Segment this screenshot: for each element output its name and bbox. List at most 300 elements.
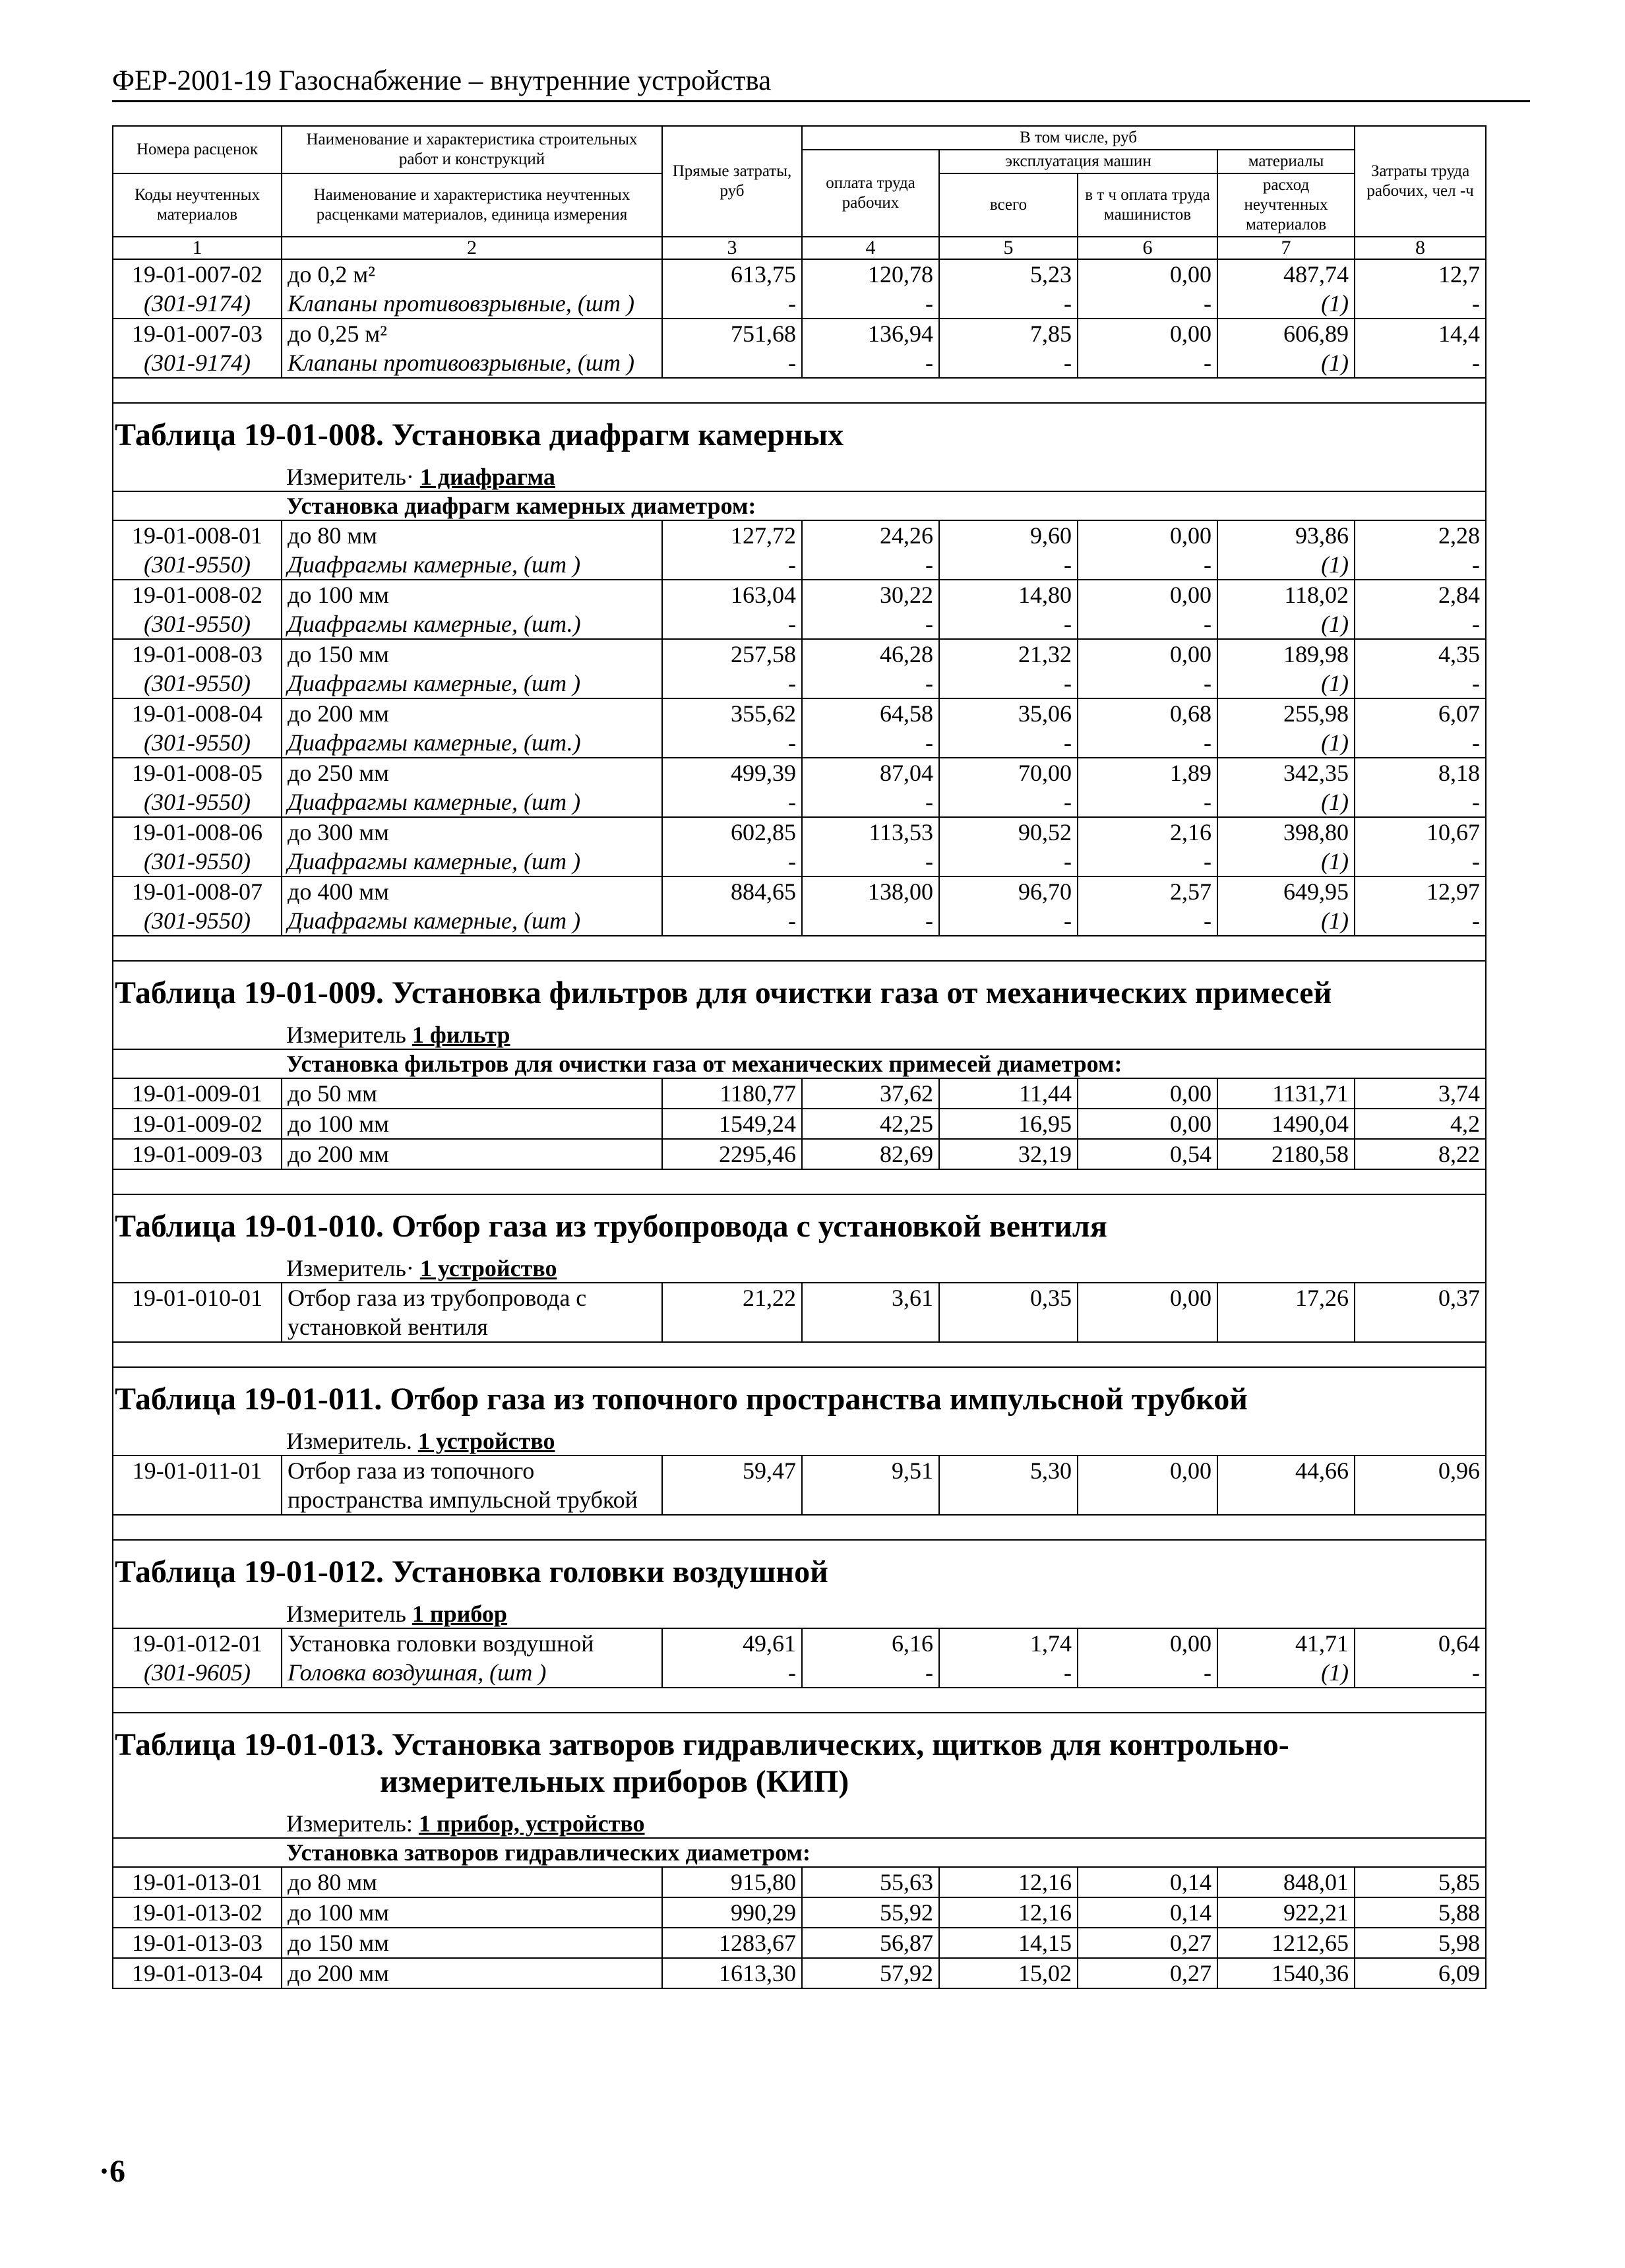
rate-value: 57,92 [802,1958,939,1988]
spacer-row [113,1688,1486,1713]
rate-value: 37,62 [802,1078,939,1109]
rate-value: 46,28 [802,639,939,669]
material-value: - [662,609,802,639]
table-title: Таблица 19-01-009. Установка фильтров для очистки газа от механических примесей [113,961,1486,1021]
rate-value: 1212,65 [1217,1928,1355,1958]
material-value: (1) [1217,609,1355,639]
rate-value: 12,16 [939,1867,1078,1897]
material-value: - [939,669,1078,698]
rate-value: 120,78 [802,259,939,289]
rate-value: 42,25 [802,1109,939,1139]
rate-value: 64,58 [802,698,939,728]
rate-row [113,1456,1486,1515]
rate-name: до 100 мм [282,580,662,609]
material-value: - [1078,847,1217,876]
col-header-machines-total: всего [939,173,1078,237]
rate-value: 82,69 [802,1139,939,1169]
material-code: (301-9550) [113,728,282,758]
rate-value: 0,00 [1078,1283,1217,1342]
material-name: Диафрагмы камерные, (шт.) [282,609,662,639]
rate-name: Отбор газа из трубопровода с установкой вентиля [282,1283,662,1342]
meter-line [113,1810,1486,1838]
rate-value: 0,68 [1078,698,1217,728]
col-header-labor: Затраты труда рабочих, чел -ч [1355,126,1486,237]
rate-value: 4,35 [1355,639,1486,669]
material-row [113,906,1486,936]
rate-value: 10,67 [1355,817,1486,847]
rate-value: 15,02 [939,1958,1078,1988]
meter-line [113,463,1486,491]
rate-value: 11,44 [939,1078,1078,1109]
material-value: (1) [1217,847,1355,876]
rate-value: 922,21 [1217,1897,1355,1928]
rate-value: 1131,71 [1217,1078,1355,1109]
material-code: (301-9174) [113,348,282,378]
material-value: - [802,1658,939,1688]
table-title-row [113,403,1486,463]
rate-value: 1613,30 [662,1958,802,1988]
material-value: - [1078,906,1217,936]
subheading: Установка затворов гидравлических диаметром: [113,1838,1486,1867]
rate-value: 93,86 [1217,520,1355,550]
rate-value: 41,71 [1217,1628,1355,1658]
material-name: Клапаны противовзрывные, (шт ) [282,348,662,378]
rate-name: Отбор газа из топочного пространства импульсной трубкой [282,1456,662,1515]
rate-value: 138,00 [802,876,939,906]
material-name: Диафрагмы камерные, (шт ) [282,787,662,817]
meter-row [113,1427,1486,1456]
rate-row [113,1109,1486,1139]
column-number: 6 [1078,237,1217,259]
subheading-row [113,1838,1486,1867]
rate-value: 87,04 [802,758,939,787]
rate-value: 9,51 [802,1456,939,1515]
rate-value: 127,72 [662,520,802,550]
rate-value: 14,80 [939,580,1078,609]
material-name: Диафрагмы камерные, (шт ) [282,550,662,580]
rate-value: 21,22 [662,1283,802,1342]
material-value: - [662,348,802,378]
col-header-name: Наименование и характеристика строительных работ и конструкций [282,126,662,173]
meter-label: Измеритель: [286,1810,413,1837]
rate-value: 118,02 [1217,580,1355,609]
rate-name: до 150 мм [282,1928,662,1958]
rate-value: 649,95 [1217,876,1355,906]
rate-row [113,876,1486,906]
rate-value: 1540,36 [1217,1958,1355,1988]
rate-value: 189,98 [1217,639,1355,669]
rate-value: 5,88 [1355,1897,1486,1928]
rate-value: 0,00 [1078,259,1217,289]
col-header-material-codes: Коды неучтенных материалов [113,173,282,237]
rate-value: 1283,67 [662,1928,802,1958]
material-value: - [1355,348,1486,378]
column-number: 1 [113,237,282,259]
column-number: 4 [802,237,939,259]
rate-code: 19-01-008-06 [113,817,282,847]
rate-value: 12,16 [939,1897,1078,1928]
material-value: - [1078,787,1217,817]
column-number: 7 [1217,237,1355,259]
material-value: - [662,550,802,580]
material-row [113,847,1486,876]
rate-name: до 250 мм [282,758,662,787]
material-value: - [662,1658,802,1688]
meter-row [113,1254,1486,1283]
material-value: - [1078,348,1217,378]
material-row [113,550,1486,580]
rate-value: 0,00 [1078,1456,1217,1515]
table-title-line: Таблица 19-01-013. Установка затворов гидравлических, щитков для контрольно- [115,1727,1289,1762]
material-value: - [939,906,1078,936]
subheading: Установка фильтров для очистки газа от механических примесей диаметром: [113,1049,1486,1078]
material-value: - [1355,1658,1486,1688]
material-code: (301-9605) [113,1658,282,1688]
table-title-row [113,1367,1486,1427]
material-value: - [662,728,802,758]
table-title-row [113,1713,1486,1810]
rate-name: до 300 мм [282,817,662,847]
material-code: (301-9550) [113,609,282,639]
meter-line [113,1600,1486,1628]
meter-line [113,1427,1486,1456]
material-code: (301-9550) [113,847,282,876]
material-value: - [802,847,939,876]
meter-value: 1 устройство [419,1255,557,1281]
meter-label: Измеритель [286,1022,406,1048]
rate-value: 2180,58 [1217,1139,1355,1169]
rate-value: 4,2 [1355,1109,1486,1139]
rate-value: 59,47 [662,1456,802,1515]
rate-value: 0,00 [1078,1078,1217,1109]
rate-code: 19-01-008-04 [113,698,282,728]
rate-code: 19-01-008-03 [113,639,282,669]
material-code: (301-9174) [113,289,282,319]
rate-value: 56,87 [802,1928,939,1958]
table-title-row [113,1194,1486,1254]
material-code: (301-9550) [113,550,282,580]
meter-row [113,1021,1486,1049]
rate-value: 35,06 [939,698,1078,728]
material-value: (1) [1217,289,1355,319]
rate-name: до 200 мм [282,1958,662,1988]
rate-row [113,580,1486,609]
rate-value: 9,60 [939,520,1078,550]
rate-value: 90,52 [939,817,1078,847]
rate-value: 0,96 [1355,1456,1486,1515]
rate-value: 606,89 [1217,319,1355,348]
rate-code: 19-01-008-07 [113,876,282,906]
meter-row [113,1600,1486,1628]
rate-value: 848,01 [1217,1867,1355,1897]
spacer [113,378,1486,403]
rate-value: 24,26 [802,520,939,550]
material-value: - [939,728,1078,758]
rate-value: 884,65 [662,876,802,906]
rate-value: 96,70 [939,876,1078,906]
material-value: - [802,609,939,639]
col-header-machines: эксплуатация машин [939,150,1217,173]
rate-value: 8,22 [1355,1139,1486,1169]
meter-line [113,1254,1486,1283]
material-value: - [662,669,802,698]
rate-value: 1549,24 [662,1109,802,1139]
rate-name: до 150 мм [282,639,662,669]
col-header-codes: Номера расценок [113,126,282,173]
spacer-row [113,378,1486,403]
rate-value: 257,58 [662,639,802,669]
rate-value: 355,62 [662,698,802,728]
material-value: (1) [1217,906,1355,936]
meter-label: Измеритель· [286,464,414,490]
rate-code: 19-01-013-02 [113,1897,282,1928]
rate-value: 0,37 [1355,1283,1486,1342]
rate-value: 2,16 [1078,817,1217,847]
material-name: Клапаны противовзрывные, (шт ) [282,289,662,319]
material-value: (1) [1217,348,1355,378]
rate-value: 21,32 [939,639,1078,669]
rate-code: 19-01-011-01 [113,1456,282,1515]
col-header-material-names: Наименование и характеристика неучтенных расценками материалов, единица измерения [282,173,662,237]
rate-value: 0,14 [1078,1897,1217,1928]
rate-value: 14,4 [1355,319,1486,348]
rate-value: 2,57 [1078,876,1217,906]
rate-value: 0,00 [1078,1109,1217,1139]
rate-value: 499,39 [662,758,802,787]
table-title-row [113,961,1486,1021]
material-value: - [1078,289,1217,319]
table-title-line: измерительных приборов (КИП) [380,1764,849,1799]
rate-row [113,1897,1486,1928]
table-title-row [113,1540,1486,1600]
rate-code: 19-01-007-03 [113,319,282,348]
rate-code: 19-01-013-01 [113,1867,282,1897]
spacer [113,1515,1486,1540]
rate-row [113,698,1486,728]
meter-value: 1 прибор, устройство [418,1810,645,1837]
col-header-direct-costs: Прямые затраты, руб [662,126,802,237]
rate-row [113,1867,1486,1897]
material-value: - [1078,550,1217,580]
rate-value: 0,64 [1355,1628,1486,1658]
column-number: 2 [282,237,662,259]
rate-code: 19-01-010-01 [113,1283,282,1342]
material-value: - [1355,669,1486,698]
rate-value: 70,00 [939,758,1078,787]
material-value: - [939,609,1078,639]
rate-code: 19-01-008-02 [113,580,282,609]
material-row [113,669,1486,698]
rate-value: 1,74 [939,1628,1078,1658]
material-value: - [1355,906,1486,936]
rate-value: 0,00 [1078,520,1217,550]
rate-value: 5,85 [1355,1867,1486,1897]
material-value: - [939,787,1078,817]
meter-label: Измеритель. [286,1428,412,1454]
rate-row [113,1628,1486,1658]
spacer [113,1169,1486,1194]
rate-value: 6,16 [802,1628,939,1658]
rate-row [113,520,1486,550]
rate-value: 0,35 [939,1283,1078,1342]
rate-value: 0,00 [1078,639,1217,669]
rate-row [113,1928,1486,1958]
rate-value: 0,00 [1078,580,1217,609]
meter-value: 1 устройство [417,1428,555,1454]
rate-name: до 0,25 м² [282,319,662,348]
material-name: Диафрагмы камерные, (шт ) [282,906,662,936]
rate-value: 12,7 [1355,259,1486,289]
material-value: - [802,669,939,698]
material-value: - [662,847,802,876]
rate-value: 1180,77 [662,1078,802,1109]
rate-row [113,1283,1486,1342]
rate-row [113,259,1486,289]
page-header: ФЕР-2001-19 Газоснабжение – внутренние устройства [112,63,1530,102]
material-value: - [802,787,939,817]
meter-label: Измеритель [286,1601,406,1627]
material-value: (1) [1217,728,1355,758]
subheading-row [113,491,1486,520]
rate-value: 55,63 [802,1867,939,1897]
rate-value: 163,04 [662,580,802,609]
rate-row [113,1958,1486,1988]
rate-value: 49,61 [662,1628,802,1658]
rate-code: 19-01-013-04 [113,1958,282,1988]
rate-value: 915,80 [662,1867,802,1897]
material-value: - [802,348,939,378]
material-code: (301-9550) [113,787,282,817]
rate-name: до 400 мм [282,876,662,906]
material-row [113,609,1486,639]
table-title: Таблица 19-01-008. Установка диафрагм камерных [113,403,1486,463]
rate-value: 3,61 [802,1283,939,1342]
rate-value: 5,98 [1355,1928,1486,1958]
meter-label: Измеритель· [286,1255,414,1281]
material-name: Диафрагмы камерные, (шт.) [282,728,662,758]
rate-value: 55,92 [802,1897,939,1928]
material-value: - [1078,728,1217,758]
rate-value: 6,07 [1355,698,1486,728]
meter-line [113,1021,1486,1049]
rate-value: 255,98 [1217,698,1355,728]
rate-name: до 100 мм [282,1109,662,1139]
rate-value: 398,80 [1217,817,1355,847]
rate-value: 602,85 [662,817,802,847]
rate-value: 990,29 [662,1897,802,1928]
rate-value: 0,27 [1078,1928,1217,1958]
material-value: - [662,906,802,936]
material-value: - [802,289,939,319]
spacer [113,1688,1486,1713]
spacer-row [113,1342,1486,1367]
col-header-material-use: расход неучтенных материалов [1217,173,1355,237]
material-value: - [802,550,939,580]
rate-row [113,1139,1486,1169]
col-header-wages: оплата труда рабочих [802,150,939,237]
material-value: (1) [1217,1658,1355,1688]
rate-value: 8,18 [1355,758,1486,787]
column-number: 5 [939,237,1078,259]
rate-value: 14,15 [939,1928,1078,1958]
material-value: - [802,728,939,758]
col-header-materials: материалы [1217,150,1355,173]
material-value: - [939,550,1078,580]
rate-name: Установка головки воздушной [282,1628,662,1658]
meter-row [113,463,1486,491]
rate-code: 19-01-009-03 [113,1139,282,1169]
rate-row [113,319,1486,348]
rate-value: 0,00 [1078,319,1217,348]
material-value: - [939,847,1078,876]
rate-value: 113,53 [802,817,939,847]
rate-value: 12,97 [1355,876,1486,906]
rate-value: 0,00 [1078,1628,1217,1658]
rate-value: 487,74 [1217,259,1355,289]
rate-name: до 200 мм [282,1139,662,1169]
material-row [113,289,1486,319]
meter-value: 1 диафрагма [419,464,555,490]
rate-row [113,639,1486,669]
rate-value: 3,74 [1355,1078,1486,1109]
rate-value: 6,09 [1355,1958,1486,1988]
material-value: - [662,289,802,319]
rate-name: до 80 мм [282,520,662,550]
material-value: - [802,906,939,936]
rate-name: до 100 мм [282,1897,662,1928]
rate-value: 136,94 [802,319,939,348]
table-title [113,1713,1486,1810]
material-value: - [1078,609,1217,639]
material-value: (1) [1217,787,1355,817]
spacer-row [113,936,1486,961]
rate-code: 19-01-013-03 [113,1928,282,1958]
material-value: - [1355,787,1486,817]
rate-name: до 80 мм [282,1867,662,1897]
rate-value: 30,22 [802,580,939,609]
rate-value: 7,85 [939,319,1078,348]
rate-name: до 50 мм [282,1078,662,1109]
table-title: Таблица 19-01-012. Установка головки воздушной [113,1540,1486,1600]
rate-value: 5,30 [939,1456,1078,1515]
rate-code: 19-01-012-01 [113,1628,282,1658]
rate-value: 2,84 [1355,580,1486,609]
column-number: 8 [1355,237,1486,259]
spacer-row [113,1169,1486,1194]
rate-value: 2,28 [1355,520,1486,550]
column-number: 3 [662,237,802,259]
material-value: (1) [1217,669,1355,698]
material-code: (301-9550) [113,669,282,698]
material-code: (301-9550) [113,906,282,936]
meter-value: 1 фильтр [412,1022,510,1048]
rate-value: 5,23 [939,259,1078,289]
rate-value: 0,54 [1078,1139,1217,1169]
material-value: - [1078,669,1217,698]
table-title: Таблица 19-01-011. Отбор газа из топочного пространства импульсной трубкой [113,1367,1486,1427]
meter-value: 1 прибор [412,1601,507,1627]
rate-value: 2295,46 [662,1139,802,1169]
material-value: - [1355,289,1486,319]
rate-code: 19-01-009-02 [113,1109,282,1139]
material-name: Головка воздушная, (шт ) [282,1658,662,1688]
material-value: - [662,787,802,817]
spacer-row [113,1515,1486,1540]
rate-code: 19-01-008-05 [113,758,282,787]
material-name: Диафрагмы камерные, (шт ) [282,847,662,876]
meter-row [113,1810,1486,1838]
material-row [113,1658,1486,1688]
